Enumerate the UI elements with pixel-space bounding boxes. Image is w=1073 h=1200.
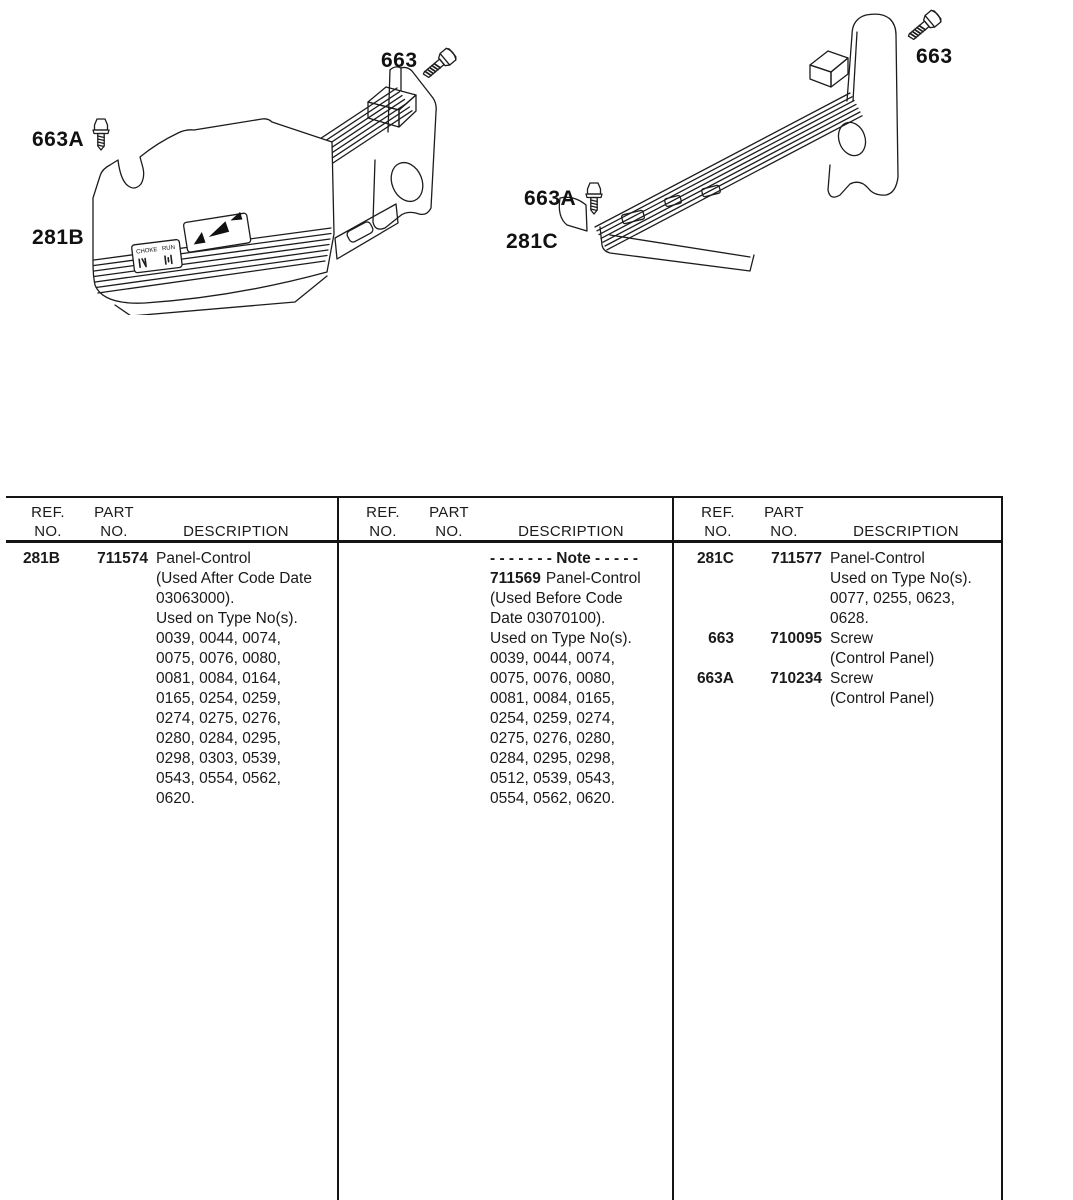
note-part-line (490, 569, 670, 589)
bracket-left-end (559, 197, 754, 271)
callout-663a-left: 663A (32, 128, 85, 151)
control-panel-cover (93, 119, 334, 315)
bolt-663-icon (420, 47, 457, 82)
callout-281b: 281B (32, 226, 85, 249)
header-part-no: PART NO. (429, 504, 469, 540)
right-illustration-control-panel-281c (500, 5, 970, 280)
header-ref-no: REF. NO. (366, 504, 400, 540)
ref-no: 663A (696, 670, 734, 687)
note-part-number: 711569 (490, 570, 541, 587)
callout-663-left: 663 (381, 49, 418, 72)
ref-no: 663 (708, 630, 734, 647)
bolt-663-icon (905, 9, 942, 44)
mounting-slots (621, 185, 720, 224)
description: Screw (Control Panel) (830, 630, 935, 667)
table-row (14, 549, 334, 809)
note-row (348, 549, 670, 809)
column-divider-2 (672, 496, 674, 1200)
screw-663a-icon (586, 183, 602, 214)
header-description: DESCRIPTION (853, 523, 959, 540)
part-no: 711574 (97, 550, 148, 567)
column-divider-1 (337, 496, 339, 1200)
note-part-description: Panel-Control (545, 570, 641, 587)
header-description: DESCRIPTION (183, 523, 289, 540)
callout-663a-right: 663A (524, 187, 577, 210)
table-row (688, 629, 1000, 669)
bracket-ribs (595, 93, 862, 250)
header-part-no: PART NO. (94, 504, 134, 540)
header-description: DESCRIPTION (518, 523, 624, 540)
parts-section-2 (348, 549, 670, 809)
parts-section-1 (14, 549, 334, 809)
header-part-no: PART NO. (764, 504, 804, 540)
description: Panel-Control Used on Type No(s). 0077, 0255, 0623, 0628. (830, 550, 972, 627)
description: Panel-Control (Used After Code Date 03063000). Used on Type No(s). 0039, 0044, 0074, 0075, 0076, 0080, 0081, 0084, 0164, 0165, 0254, 0259, 0274, 0275, 0276, 0280, 0284, 0295, 0298, 0303, 0539, 0543, 0554, 0562, 0620. (156, 550, 312, 807)
part-no (402, 549, 482, 809)
choke-label: CHOKE (135, 247, 158, 256)
callout-663-right: 663 (916, 45, 953, 68)
description: - - - - - - - Note - - - - - 711569 Panel-Control (Used Before Code Date 03070100). Used on Type No(s). 0039, 0044, 0074, 0075, 0076, 0080, 0081, 0084, 0165, 0254, 0259, 0274, 0275, 0276, 0280, 0284, 0295, 0298, 0512, 0539, 0543, 0554, 0562, 0620. (490, 549, 670, 809)
part-no: 710234 (770, 670, 822, 687)
part-no: 710095 (770, 630, 822, 647)
table-right-border (1001, 496, 1003, 1200)
parts-section-3 (688, 549, 1000, 709)
ref-no: 281C (696, 550, 734, 567)
callout-281c: 281C (506, 230, 559, 253)
ref-no: 281B (22, 550, 60, 567)
ref-no (348, 549, 394, 809)
description: Screw (Control Panel) (830, 670, 935, 707)
note-heading: - - - - - - - Note - - - - - (490, 550, 639, 567)
choke-run-plate (131, 239, 182, 273)
table-top-rule (6, 496, 1003, 498)
part-no: 711577 (771, 550, 822, 567)
screw-663a-icon (93, 119, 109, 150)
table-row (688, 669, 1000, 709)
run-label: RUN (161, 244, 176, 253)
table-row (688, 549, 1000, 629)
bracket-end-panel (368, 67, 436, 229)
bracket-lower-flange (335, 204, 398, 259)
header-ref-no: REF. NO. (701, 504, 735, 540)
header-ref-no: REF. NO. (31, 504, 65, 540)
